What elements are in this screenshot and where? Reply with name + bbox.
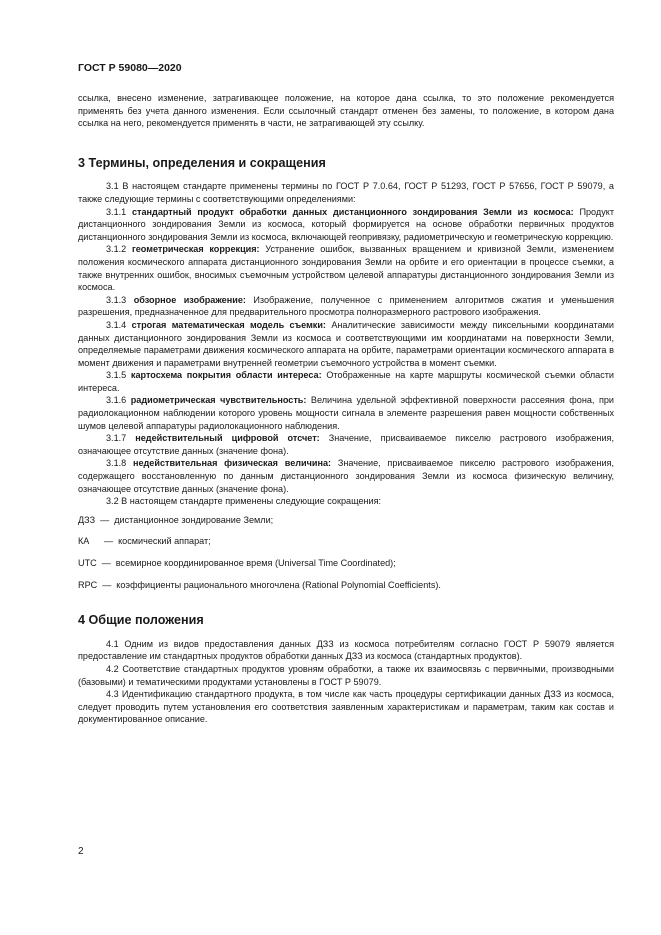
term-number: 3.1.1 (106, 206, 127, 217)
page-content (78, 92, 614, 726)
term-number: 3.1.7 (106, 433, 127, 444)
paragraph-4-1: 4.1 Одним из видов предоставления данных ДЗЗ из космоса потребителям согласно ГОСТ Р 59079 является предоставление им стандартных продуктов обработки данных ДЗЗ из космоса (стандартных продуктов). (78, 638, 614, 662)
abbreviation-list (78, 514, 614, 591)
abbreviation-dash: — (102, 579, 112, 590)
section-4-heading: 4 Общие положения (78, 613, 204, 628)
abbreviation-row (78, 514, 614, 527)
term-number: 3.1.8 (106, 458, 127, 469)
abbreviation-row (78, 535, 614, 548)
term-name: геометрическая коррекция: (131, 244, 260, 255)
term-name: радиометрическая чувствительность: (130, 395, 307, 406)
term-definition: Продукт дистанционного зондирования Земли из космоса, который формируется на основе обработки первичных продуктов дистанционного зондирования Земли из космоса, включающей геопривязку, радиометрическую и геометрическую коррекцию. (78, 206, 614, 242)
abbreviation-dash: — (100, 514, 110, 525)
term-3-1-7 (78, 432, 614, 457)
paragraph-4-3: 4.3 Идентификацию стандартного продукта, в том числе как часть процедуры сертификации данных ДЗЗ из космоса, следует проводить путем установления его соответствия заявленным характеристикам и параметрам, таким как состав и документированное описание. (78, 689, 614, 725)
term-name: обзорное изображение: (133, 294, 246, 305)
term-definition: Величина удельной эффективной поверхности рассеяния фона, при радиолокационном наблюдении которого уровень мощности сигнала в элементе разрешения равен мощности собственных шумов целевой аппаратуры радиолокационного наблюдения. (78, 395, 615, 431)
term-3-1-6 (78, 394, 614, 432)
term-name: картосхема покрытия области интереса: (130, 370, 322, 381)
term-definition: Аналитические зависимости между пиксельными координатами данных дистанционного зондирования Земли из космоса и соответствующими им координатами на поверхности Земли, определяемые параметрами движения космического аппарата на орбите, параметрами ориентации космического аппарата в момент движения и параметрами внутренней геометрии съемочного устройства в момент съемки. (78, 319, 614, 368)
term-number: 3.1.5 (106, 370, 127, 381)
term-definition: Значение, присваиваемое пикселю растрового изображения, содержащего восстановленную по данным дистанционного зондирования Земли из космоса физическую величину, означающее отсутствие данных (значение фона). (78, 458, 614, 494)
abbreviation-term: ДЗЗ (78, 514, 96, 525)
abbreviation-text: коэффициенты рационального многочлена (Rational Polynomial Coefficients). (116, 579, 441, 590)
page-number: 2 (78, 846, 84, 857)
document-header: ГОСТ Р 59080—2020 (78, 62, 182, 74)
abbreviation-dash: — (104, 536, 114, 547)
intro-paragraph: ссылка, внесено изменение, затрагивающее положение, на которое дана ссылка, то это положение рекомендуется применять без учета данного изменения. Если ссылочный стандарт отменен без замены, то положение, в котором дана ссылка на него, рекомендуется применять в части, не затрагивающей эту ссылку. (78, 93, 614, 129)
abbreviation-row (78, 557, 614, 570)
abbreviation-text: всемирное координированное время (Universal Time Coordinated); (115, 558, 396, 568)
abbreviation-term: RPC (78, 579, 98, 590)
term-name: недействительный цифровой отсчет: (135, 433, 320, 444)
term-3-1-2 (78, 243, 614, 293)
abbreviation-dash: — (101, 558, 111, 568)
term-number: 3.1.4 (106, 319, 127, 330)
term-number: 3.1.6 (106, 395, 127, 406)
abbreviation-text: дистанционное зондирование Земли; (114, 514, 274, 525)
term-number: 3.1.3 (106, 294, 127, 305)
term-name: строгая математическая модель съемки: (131, 319, 326, 330)
paragraph-3-2: 3.2 В настоящем стандарте применены следующие сокращения: (106, 496, 382, 507)
term-definition: Отображенные на карте маршруты космической съемки области интереса. (78, 370, 615, 393)
term-3-1-4 (78, 319, 614, 369)
abbreviation-row (78, 579, 614, 592)
term-3-1-8 (78, 457, 614, 495)
section-3-heading: 3 Термины, определения и сокращения (78, 155, 326, 170)
term-3-1-3 (78, 294, 614, 319)
term-3-1-5 (78, 369, 614, 394)
term-name: недействительная физическая величина: (132, 458, 332, 469)
term-definition: Изображение, полученное с применением алгоритмов сжатия и уменьшения разрешения, предназначенное для предварительного просмотра полноразмерного растрового изображения. (78, 294, 615, 318)
paragraph-3-1: 3.1 В настоящем стандарте применены термины по ГОСТ Р 7.0.64, ГОСТ Р 51293, ГОСТ Р 57656, ГОСТ Р 59079, а также следующие термины с соответствующими определениями: (78, 181, 614, 204)
paragraph-4-2: 4.2 Соответствие стандартных продуктов уровням обработки, а также их взаимосвязь с первичными, производными (базовыми) и тематическими продуктами установлены в ГОСТ Р 59079. (78, 663, 614, 687)
term-definition: Устранение ошибок, вызванных вращением и кривизной Земли, изменением положения космического аппарата дистанционного зондирования Земли на орбите и его ориентации в процессе съемки, а также внутренних ошибок, вносимых съемочным устройством целевой аппаратуры дистанционного зондирования Земли из космоса. (78, 244, 615, 293)
term-definition: Значение, присваиваемое пикселю растрового изображения, означающее отсутствие данных (значение фона). (78, 433, 614, 456)
abbreviation-text: космический аппарат; (118, 536, 211, 547)
term-3-1-1 (78, 206, 614, 244)
term-name: стандартный продукт обработки данных дистанционного зондирования Земли из космоса: (131, 206, 574, 217)
abbreviation-term: КА (78, 536, 90, 547)
abbreviation-term: UTC (78, 558, 97, 568)
term-number: 3.1.2 (106, 244, 127, 255)
